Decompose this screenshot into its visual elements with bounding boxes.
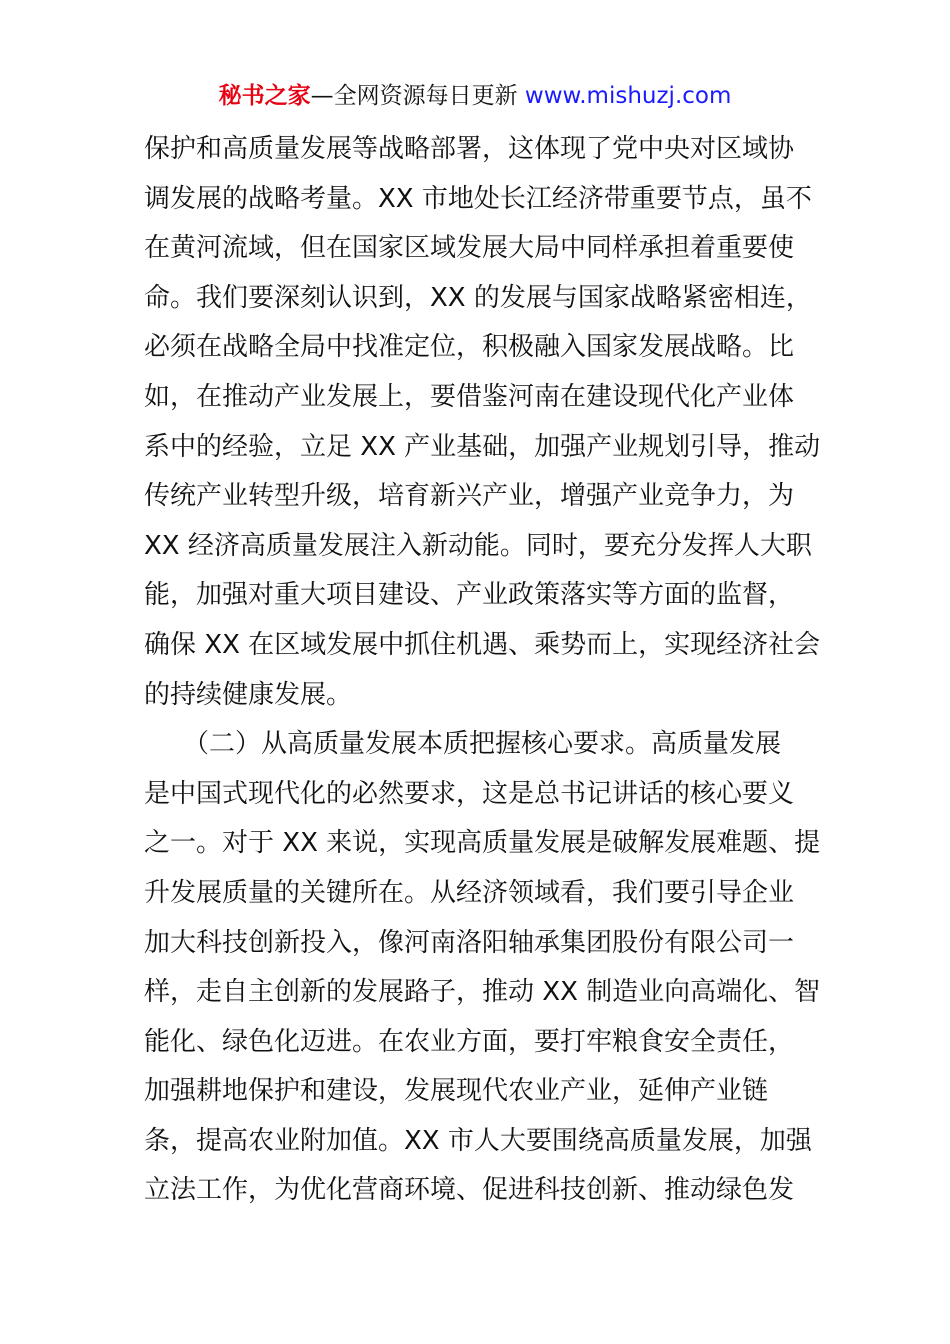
- text-line: 必须在战略全局中找准定位，积极融入国家发展战略。比: [144, 332, 795, 363]
- text-line: 系中的经验，立足 XX 产业基础，加强产业规划引导，推动: [144, 431, 821, 462]
- text-line: 加大科技创新投入，像河南洛阳轴承集团股份有限公司一: [144, 927, 795, 958]
- text-line: 的持续健康发展。: [144, 679, 353, 710]
- text-line: XX 经济高质量发展注入新动能。同时，要充分发挥人大职: [144, 530, 812, 561]
- header-url-link[interactable]: www.mishuzj.com: [524, 83, 732, 109]
- text-line: 立法工作，为优化营商环境、促进科技创新、推动绿色发: [144, 1175, 795, 1206]
- body-text: [144, 125, 821, 1216]
- text-line: 在黄河流域，但在国家区域发展大局中同样承担着重要使: [144, 233, 795, 264]
- text-line: 之一。对于 XX 来说，实现高质量发展是破解发展难题、提: [144, 828, 821, 859]
- text-line: 能化、绿色化迈进。在农业方面，要打牢粮食安全责任，: [144, 1026, 795, 1057]
- brand-name: 秘书之家: [218, 83, 311, 109]
- page-header: [0, 80, 950, 112]
- text-line: 是中国式现代化的必然要求，这是总书记讲话的核心要义: [144, 778, 795, 809]
- header-tagline: —全网资源每日更新: [310, 83, 525, 109]
- text-line: 如，在推动产业发展上，要借鉴河南在建设现代化产业体: [144, 381, 795, 412]
- text-line: 命。我们要深刻认识到，XX 的发展与国家战略紧密相连，: [144, 282, 812, 313]
- text-line: 能，加强对重大项目建设、产业政策落实等方面的监督，: [144, 580, 795, 611]
- text-line: （二）从高质量发展本质把握核心要求。高质量发展: [144, 729, 782, 760]
- text-line: 传统产业转型升级，培育新兴产业，增强产业竞争力，为: [144, 481, 795, 512]
- text-line: 加强耕地保护和建设，发展现代农业产业，延伸产业链: [144, 1076, 769, 1107]
- text-line: 调发展的战略考量。XX 市地处长江经济带重要节点，虽不: [144, 183, 812, 214]
- text-line: 条，提高农业附加值。XX 市人大要围绕高质量发展，加强: [144, 1125, 812, 1156]
- text-line: 升发展质量的关键所在。从经济领域看，我们要引导企业: [144, 877, 795, 908]
- text-line: 确保 XX 在区域发展中抓住机遇、乘势而上，实现经济社会: [144, 629, 821, 660]
- text-line: 保护和高质量发展等战略部署，这体现了党中央对区域协: [144, 134, 795, 164]
- text-line: 样，走自主创新的发展路子，推动 XX 制造业向高端化、智: [144, 977, 821, 1008]
